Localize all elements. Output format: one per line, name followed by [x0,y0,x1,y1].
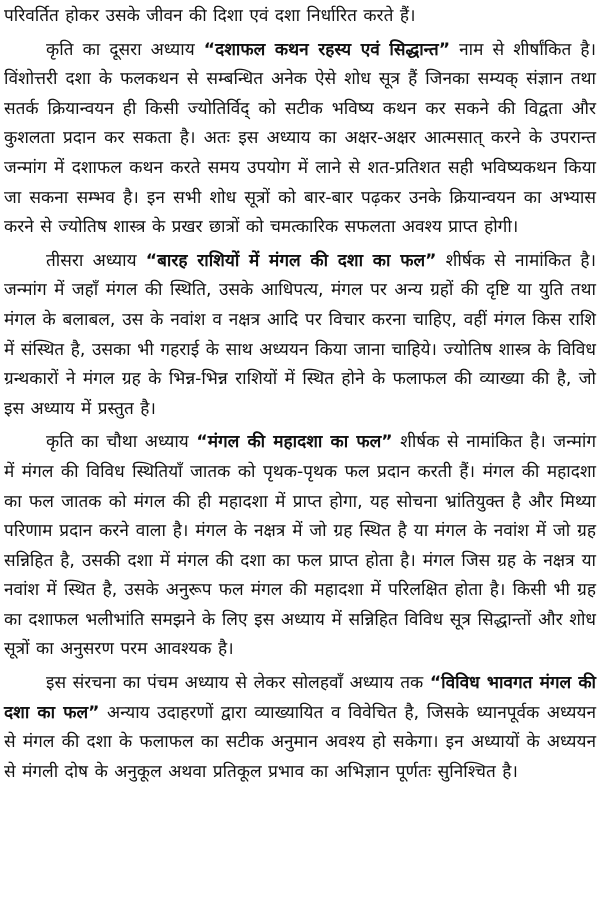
paragraph-2-body: नाम से शीर्षांकित है। विंशोत्तरी दशा के फलकथन से सम्बन्धित अनेक ऐसे शोध सूत्र हैं जिनका सम्यक् संज्ञान तथा सतर्क क्रियान्वयन ही किसी ज्योतिर्विद् को सटीक भविष्य कथन कर सकने की विद्वता और कुशलता प्रदान कर सकता है। अतः इस अध्याय का अक्षर-अक्षर आत्मसात् करने के उपरान्त जन्मांग में दशाफल कथन करते समय उपयोग में लाने से शत-प्रतिशत सही भविष्यकथन किया जा सकना सम्भव है। इन सभी शोध सूत्रों को बार-बार पढ़कर उनके क्रियान्वयन का अभ्यास करने से ज्योतिष शास्त्र के प्रखर छात्रों को चमत्कारिक सफलता अवश्य प्राप्त होगी। [4,39,596,238]
paragraph-5-body: अन्याय उदाहरणों द्वारा व्याख्यायित व विवेचित है, जिसके ध्यानपूर्वक अध्ययन से मंगल की दशा के फलाफल का सटीक अनुमान अवश्य हो सकेगा। इन अध्यायों के अध्ययन से मंगली दोष के अनुकूल अथवा प्रतिकूल प्रभाव का अभिज्ञान पूर्णतः सुनिश्चित है। [4,702,596,782]
chapter-2-title: “दशाफल कथन रहस्य एवं सिद्धान्त” [203,39,451,60]
paragraph-1-text: परिवर्तित होकर उसके जीवन की दिशा एवं दशा निर्धारित करते हैं। [4,6,416,26]
paragraph-5 [4,669,596,787]
paragraph-3-body: शीर्षक से नामांकित है। जन्मांग में जहाँ मंगल की स्थिति, उसके आधिपत्य, मंगल पर अन्य ग्रहों की दृष्टि या युति तथा मंगल के बलाबल, उस के नवांश व नक्षत्र आदि पर विचार करना चाहिए, वहीं मंगल किस राशि में संस्थित है, उसका भी गहराई के साथ अध्ययन किया जाना चाहिये। ज्योतिष शास्त्र के विविध ग्रन्थकारों ने मंगल ग्रह के भिन्न-भिन्न राशियों में स्थित होने के फलाफल की व्याख्या की है, जो इस अध्याय में प्रस्तुत है। [4,250,596,419]
paragraph-1 [4,2,596,32]
paragraph-4-lead: कृति का चौथा अध्याय [46,432,197,453]
paragraph-3 [4,247,596,425]
paragraph-4 [4,428,596,665]
paragraph-3-lead: तीसरा अध्याय [46,250,146,271]
paragraph-2-lead: कृति का दूसरा अध्याय [46,39,204,60]
paragraph-2 [4,36,596,243]
chapter-4-title: “मंगल की महादशा का फल” [196,432,393,453]
paragraph-5-lead: इस संरचना का पंचम अध्याय से लेकर सोलहवाँ अध्याय तक [46,673,430,694]
chapters-5-16-title: “विविध भावगत मंगल की दशा का फल” [4,673,596,723]
paragraph-4-body: शीर्षक से नामांकित है। जन्मांग में मंगल की विविध स्थितियाँ जातक को पृथक-पृथक फल प्रदान करती हैं। मंगल की महादशा का फल जातक को मंगल की ही महादशा में प्राप्त होगा, यह सोचना भ्रांतियुक्त है और मिथ्या परिणाम प्रदान करने वाला है। मंगल के नक्षत्र में जो ग्रह स्थित है या मंगल के नवांश में जो ग्रह सन्निहित है, उसकी दशा में मंगल की दशा का फल प्राप्त होता है। मंगल जिस ग्रह के नक्षत्र या नवांश में स्थित है, उसके अनुरूप फल मंगल की महादशा में परिलक्षित होता है। किसी भी ग्रह का दशाफल भलीभांति समझने के लिए इस अध्याय में सन्निहित विविध सूत्र सिद्धान्तों और शोध सूत्रों का अनुसरण परम आवश्यक है। [4,432,596,660]
chapter-3-title: “बारह राशियों में मंगल की दशा का फल” [145,250,437,271]
